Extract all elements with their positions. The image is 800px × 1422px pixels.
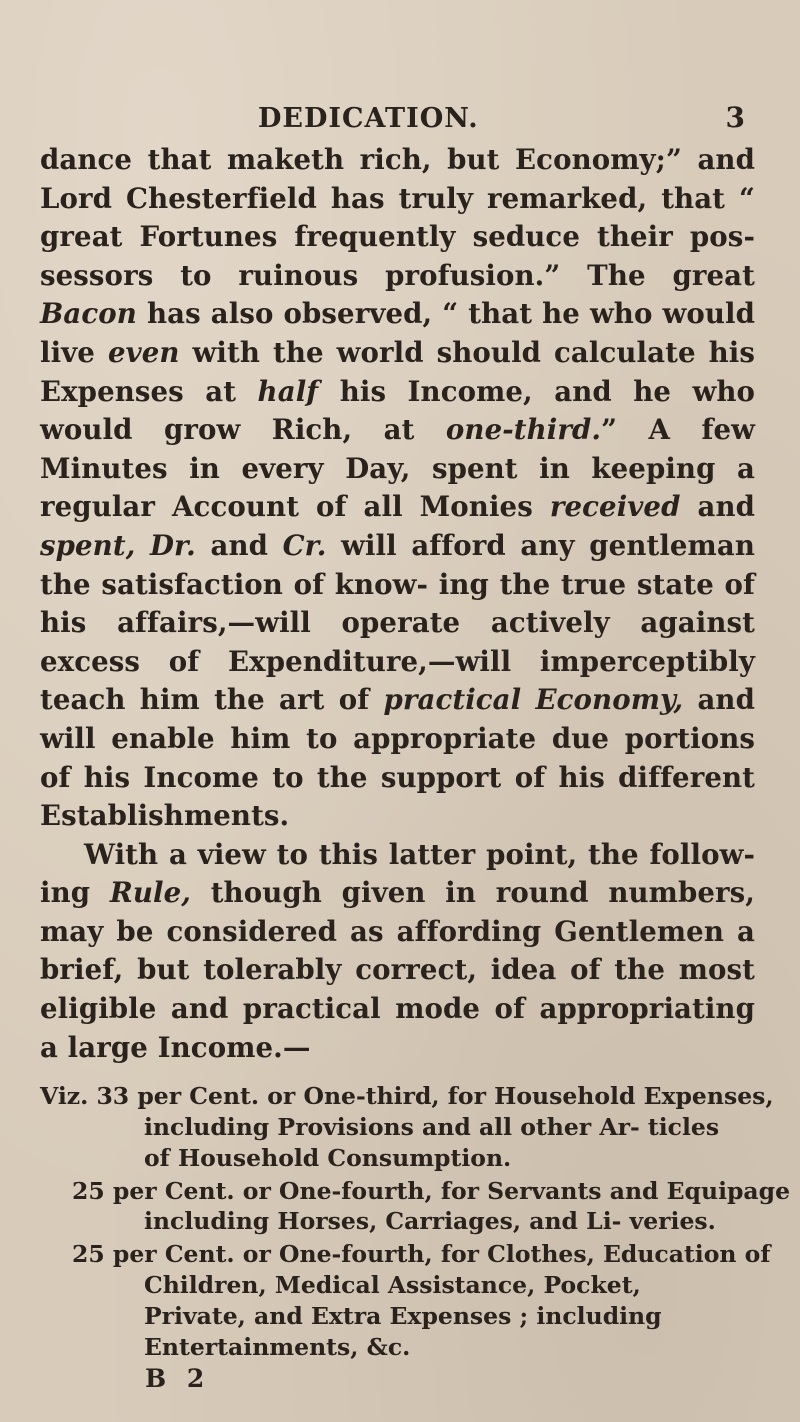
text-segment: and	[680, 490, 756, 524]
italic-segment: Bacon	[40, 297, 137, 331]
running-title: DEDICATION.	[258, 103, 479, 134]
list-item-first-line: 25 per Cent. or One-fourth, for Servants and Equipage	[72, 1176, 791, 1205]
running-head	[40, 95, 755, 141]
text-segment: will afford any gentleman the satisfaction of know- ing the true state of his affairs,—will operate actively against excess of Expenditure,—will imperceptibly teach him the art of	[40, 528, 756, 717]
text-segment: though given in round numbers, may be considered as affording Gentlemen a brief, but tolerably correct, idea of the most eligible and practical mode of appropriating a large Income.—	[40, 876, 755, 1064]
italic-segment: spent, Dr.	[40, 528, 196, 562]
text-segment: dance that maketh rich, but Economy;” and Lord Chesterfield has truly remarked, that “ great Fortunes frequently seduce their pos- sessors to ruinous profusion.” The great	[40, 143, 755, 292]
text-segment: and	[195, 528, 283, 562]
italic-segment: Rule,	[109, 876, 191, 910]
page-number: 3	[725, 101, 745, 134]
text-segment: and will enable him to appropriate due portions of his Income to the support of his different Establishments.	[40, 683, 755, 833]
list-item-continuation: including Horses, Carriages, and Li- veries.	[144, 1207, 716, 1236]
signature-mark: B 2	[145, 1364, 211, 1394]
list-item-continuation: Children, Medical Assistance, Pocket, Private, and Extra Expenses ; including Entertainments, &c.	[144, 1271, 662, 1361]
list-item	[40, 1239, 771, 1362]
text-segment: With a view to this latter point, the follow- ing	[40, 837, 755, 910]
list-item	[40, 1081, 774, 1173]
paragraph-1	[40, 141, 755, 836]
text-segment: with the world should calculate his Expenses at	[40, 335, 755, 408]
list-item-first-line: Viz. 33 per Cent. or One-third, for Household Expenses,	[40, 1082, 774, 1111]
italic-segment: one-third.	[445, 413, 602, 447]
text-segment: his Income, and he who would grow Rich, at	[40, 374, 755, 447]
text-segment: ” A few Minutes in every Day, spent in keeping a regular Account of all Monies	[40, 413, 755, 524]
list-item	[40, 1176, 791, 1238]
italic-segment: practical Economy,	[383, 683, 684, 717]
list-item-first-line: 25 per Cent. or One-fourth, for Clothes, Education of	[72, 1240, 771, 1269]
italic-segment: even	[107, 335, 180, 369]
book-page	[40, 95, 791, 1395]
list-item-continuation: including Provisions and all other Ar- ticles of Household Consumption.	[144, 1113, 720, 1172]
italic-segment: received	[549, 490, 681, 524]
italic-segment: half	[257, 374, 319, 408]
text-segment: has also observed, “ that he who would live	[40, 297, 755, 369]
allocation-list	[40, 1081, 791, 1362]
italic-segment: Cr.	[282, 528, 327, 562]
paragraph-2	[40, 836, 755, 1068]
